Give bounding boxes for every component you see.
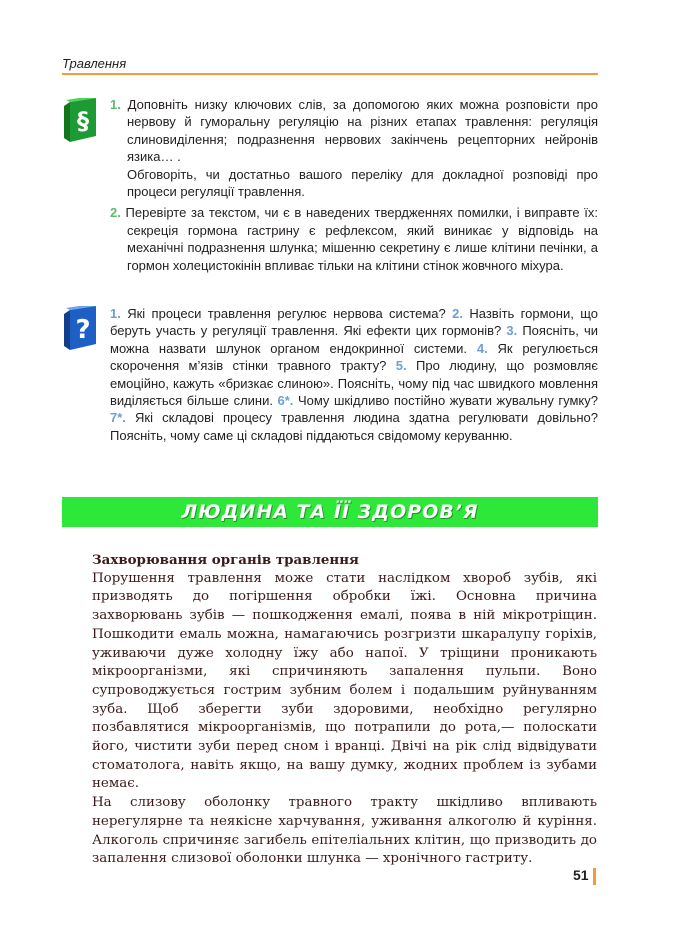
svg-text:?: ?: [75, 315, 91, 345]
article-body: [92, 551, 597, 869]
task-block-1: [110, 96, 598, 274]
article-paragraph: На слизову оболонку травного тракту шкідливо впливають нерегулярне та неякісне харчування, уживання алкоголю й куріння. Алкоголь спричиняє загибель епітеліальних клітин, що призводить до запалення слизової оболонки шлунка — хронічного гастриту.: [92, 795, 597, 867]
header-rule: [62, 73, 598, 75]
questions-block: 1. Які процеси травлення регулює нервова система? 2. Назвіть гормони, що беруть участь у регуляції травлення. Які ефекти цих гормонів? 3. Поясніть, чи можна назвати шлунок органом ендокринної системи. 4. Як регулюється скорочення м’язів стінки травного тракту? 5. Про людину, що розмовляє емоційно, кажуть «бризкає слиною». Поясніть, чому під час швидкого мовлення виділяється більше слини. 6*. Чому шкідливо постійно жувати жувальну гумку? 7*. Які складові процесу травлення людина здатна регулювати довільно? Поясніть, чому саме ці складові піддаються свідомому керуванню.: [110, 306, 598, 443]
law-section-icon: [62, 98, 100, 144]
section-banner: [62, 497, 598, 527]
article-paragraph: Порушення травлення може стати наслідком хвороб зубів, які призводять до погіршення обробки їжі. Основна причина захворювань зубів — пошкодження емалі, поява в ній мікротріщин. Пошкодити емаль можна, намагаючись розгризти шкаралупу горіхів, уживаючи дуже холодну їжу або напої. У тріщини проникають мікроорганізми, які спричиняють запалення пульпи. Воно супроводжується гострим зубним болем і подальшим руйнуванням зуба. Щоб зберегти зуби здоровими, необхідно регулярно позбавлятися мікроорганізмів, що потрапили до рота,— полоскати його, чистити зуби перед сном і вранці. Двічі на рік слід відвідувати стоматолога, навіть якщо, на вашу думку, жодних проблем із зубами немає.: [92, 570, 597, 792]
section-banner-title: ЛЮДИНА ТА ЇЇ ЗДОРОВ’Я: [181, 501, 479, 523]
task-item-1: 1. Доповніть низку ключових слів, за допомогою яких можна розповісти про нервову й гуморальну регуляцію на різних етапах травлення: регуляція слиновиділення; подразнення нервових закінчень рецепторних нейронів язика… .: [110, 97, 598, 165]
question-icon: [62, 306, 100, 352]
svg-text:§: §: [77, 107, 89, 135]
task-item-1-extra: Обговоріть, чи достатньо вашого переліку для докладної розповіді про процеси регуляції травлення.: [127, 166, 598, 200]
task-item-2: 2. Перевірте за текстом, чи є в наведених твердженнях помилки, і виправте їх: секреція гормона гастрину є рефлексом, який виникає у відповідь на механічні подразнення шлунка; мішенню секретину є лише клітини печінки, а гормон холецистокінін впливає тільки на клітини стінок жовчного міхура.: [110, 205, 598, 273]
page-number-bar: [593, 868, 596, 885]
article-subheading: Захворювання органів травлення: [92, 552, 359, 568]
page-number: 51: [573, 867, 589, 883]
running-header: Травлення: [62, 56, 127, 71]
